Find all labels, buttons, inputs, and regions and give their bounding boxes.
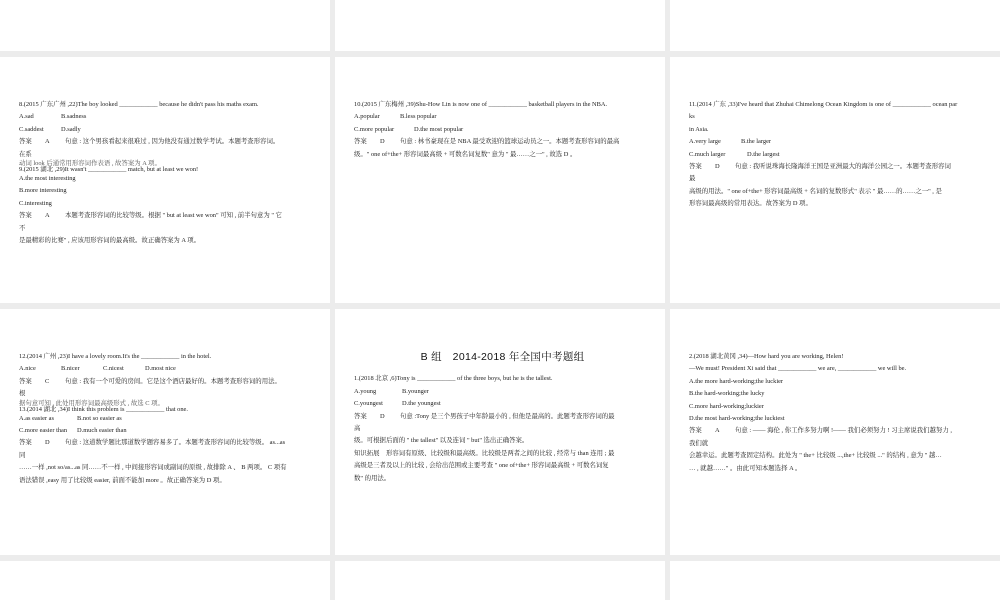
option: B.younger (402, 387, 429, 395)
slide-top-left (0, 0, 330, 51)
answer-key: D (715, 163, 720, 171)
slide-bottom-right (670, 561, 1000, 600)
question-text: 9.(2015 湖北 ,29)It wasn't ____________ match, but at least we won! (19, 166, 199, 174)
answer-key: D (380, 412, 385, 420)
option: A.nice (19, 365, 36, 373)
explanation-continued: 是最精彩的比赛" , 应该用形容词的最高级。故正确答案为 A 项。 (19, 237, 201, 245)
slide-question-12-13 (0, 309, 330, 555)
question-text: 11.(2014 广东 ,33)I've heard that Zhuhai Chimelong Ocean Kingdom is one of ____________ ocean par (689, 101, 958, 108)
option: C.nicest (103, 365, 124, 373)
question-text: 2.(2018 湖北黄冈 ,34)—How hard you are working, Helen! (689, 353, 844, 360)
option: D.the most popular (414, 125, 464, 133)
explanation-continued: 不 (19, 224, 26, 232)
answer-explanation: 句意 : 林书豪现在是 NBA 最受欢迎的篮球运动员之一。本题考查形容词的最高 (400, 138, 620, 146)
answer-label: 答案 (354, 138, 367, 146)
question-text: 10.(2015 广东梅州 ,39)Shu-How Lin is now one of ____________ basketball players in the NBA. (354, 101, 608, 108)
question-text: —We must! President Xi said that ____________ we are, ____________ we will be. (689, 365, 907, 373)
option: B.more interesting (19, 187, 67, 195)
slide-question-10 (335, 57, 665, 303)
option: B.the hard-working;the lucky (689, 390, 765, 398)
answer-label: 答案 (354, 412, 367, 420)
explanation-continued: 语法错误 ,easy 用了比较级 easier, 前面不能加 more 。故正确答案为 D 项。 (19, 476, 226, 484)
answer-label: 答案 (689, 427, 702, 435)
options-row (19, 425, 316, 437)
answer-row (354, 411, 651, 423)
explanation-continued: 动词 look 后通常用形容词作表语 , 故答案为 A 项。 (19, 160, 161, 168)
explanation-continued: 高级的用法。" one of+the+ 形容词最高级 + 名词的复数形式" 表示 " 最……的……之一" , 是 (689, 187, 942, 195)
option: D.the youngest (402, 400, 441, 408)
slide-content (19, 99, 316, 247)
option: D.much easier than (77, 427, 127, 435)
options-row (19, 363, 316, 375)
answer-explanation: 句意 : 这道数学题比那道数学题容易多了。本题考查形容词的比较等级。 as...as (65, 439, 286, 447)
slide-top-center (335, 0, 665, 51)
option: C.youngest (354, 400, 383, 408)
options-row (19, 124, 316, 136)
slide-content (354, 99, 651, 161)
options-row (19, 111, 316, 123)
answer-explanation: 句意 : 我有一个可爱的房间。它是这个酒店最好的。本题考查形容词的用法。 (65, 377, 281, 385)
answer-label: 答案 (19, 212, 32, 220)
answer-key: D (45, 439, 50, 447)
slide-group-b-question-2 (670, 309, 1000, 555)
answer-row (689, 425, 986, 437)
answer-row (19, 136, 316, 148)
question-text-continued: in Asia. (689, 125, 709, 133)
answer-row (19, 376, 316, 388)
slide-bottom-center (335, 561, 665, 600)
knowledge-extension: 知识拓展 形容词有原级、比较级和最高级。比较级是两者之间的比较 , 经常与 than 连用 ; 最 (354, 449, 615, 457)
explanation-continued: 最 (689, 175, 696, 183)
option: D.most nice (145, 365, 176, 373)
slide-bottom-left (0, 561, 330, 600)
option: A.the most interesting (19, 175, 76, 183)
answer-explanation: 句意 : 这个男孩看起来很难过 , 因为他没有通过数学考试。本题考查形容词。 (65, 138, 280, 146)
answer-label: 答案 (19, 439, 32, 447)
option: C.much larger (689, 150, 726, 158)
answer-key: D (380, 138, 385, 146)
explanation-continued: 根 (19, 390, 26, 398)
question-text: 13.(2014 湖北 ,34)I think this problem is ____________ that one. (19, 405, 188, 413)
option: C.saddest (19, 125, 44, 133)
option: D.sadly (61, 125, 81, 133)
option: A.popular (354, 113, 380, 121)
question-text: 8.(2015 广东广州 ,22)The boy looked ____________ because he didn't pass his maths exam. (19, 101, 259, 108)
slide-content (689, 99, 986, 211)
options-row (354, 124, 651, 136)
option: D.the largest (747, 150, 780, 158)
option: C.more popular (354, 125, 395, 133)
explanation-continued: … , 就越……" 。由此可知本题选择 A 。 (689, 464, 802, 472)
option: B.sadness (61, 113, 87, 121)
answer-row (19, 210, 316, 222)
option: B.the larger (741, 138, 772, 146)
answer-key: C (45, 377, 50, 385)
option: D.the most hard-working;the luckiest (689, 415, 785, 423)
explanation-continued: 数" 的用法。 (354, 474, 391, 482)
question-text: 12.(2014 广州 ,23)I have a lovely room.It's the ____________ in the hotel. (19, 353, 212, 360)
slide-group-b-question-1 (335, 309, 665, 555)
answer-explanation: 句意 : —— 海伦 , 你工作多努力啊 !—— 我们必须努力 ! 习主席说我们越努力 , (735, 427, 952, 435)
options-row (354, 111, 651, 123)
slide-content (689, 351, 986, 475)
option: A.sad (19, 113, 34, 121)
explanation-continued: 会越幸运。此题考查固定结构。此处为 " the+ 比较级 ...,the+ 比较级 ..." 的结构 , 意为 " 越… (689, 452, 942, 460)
answer-row (354, 136, 651, 148)
option: B.nicer (61, 365, 80, 373)
explanation-continued: 形容词最高级的常用表达。故答案为 D 项。 (689, 200, 812, 208)
answer-explanation: 本题考查形容词的比较等级。根据 " but at least we won" 可知 , 前半句意为 " 它 (65, 212, 282, 220)
answer-explanation: 句意 : 我听说珠海长隆海洋王国是亚洲最大的海洋公园之一。本题考查形容词 (735, 163, 951, 171)
explanation-continued: 高 (354, 425, 361, 433)
explanation-continued: 据句意可知 , 此处用形容词最高级形式 , 故选 C 项。 (19, 399, 164, 407)
section-heading: B 组 2014-2018 年全国中考题组 (420, 351, 585, 363)
answer-row (19, 437, 316, 449)
slide-content (354, 351, 651, 485)
option: A.as easier as (19, 414, 54, 422)
explanation-continued: 高级是三者及以上的比较 , 会给出范围或主要考查 " one of+the+ 形容词最高级 + 可数名词复 (354, 462, 609, 470)
overlapping-text (19, 401, 316, 413)
explanation-continued: 同 (19, 451, 26, 459)
answer-key: A (715, 427, 720, 435)
option: B.less popular (400, 113, 437, 121)
slide-question-8-9 (0, 57, 330, 303)
answer-explanation: 句意 :Tony 是三个男孩子中年龄最小的 , 但他是最高的。此题考查形容词的最 (400, 412, 615, 420)
options-row (689, 149, 986, 161)
explanation-continued: 级。" one of+the+ 形容词最高级 + 可数名词复数" 意为 " 最……之一" , 故选 D 。 (354, 150, 577, 158)
option: A.very large (689, 138, 721, 146)
answer-label: 答案 (19, 377, 32, 385)
question-text: 1.(2018 北京 ,6)Tony is ____________ of the three boys, but he is the tallest. (354, 375, 553, 383)
slide-content (19, 351, 316, 487)
slide-question-11 (670, 57, 1000, 303)
answer-key: A (45, 138, 50, 146)
answer-row (689, 161, 986, 173)
slide-top-right (670, 0, 1000, 51)
options-row (689, 136, 986, 148)
option: C.interesting (19, 199, 52, 207)
explanation-continued: 在系 (19, 150, 32, 158)
option: B.not so easier as (77, 414, 122, 422)
answer-label: 答案 (689, 163, 702, 171)
explanation-continued: 我们就 (689, 439, 709, 447)
overlapping-text (19, 161, 316, 173)
explanation-continued: ……一样 ,not so/as...as 同……不一样 , 中间接形容词或副词的原级 , 故排除 A 、 B 两项。 C 项有 (19, 464, 287, 472)
explanation-continued: 级。可根据后面的 " the tallest" 以及连词 " but" 选出正确答案。 (354, 437, 529, 445)
option: C.more easier than (19, 427, 68, 435)
question-text-continued: ks (689, 113, 695, 121)
option: C.more hard-working;luckier (689, 402, 764, 410)
answer-key: A (45, 212, 50, 220)
options-row (354, 398, 651, 410)
options-row (354, 386, 651, 398)
option: A.young (354, 387, 377, 395)
answer-label: 答案 (19, 138, 32, 146)
option: A.the more hard-working;the luckier (689, 377, 784, 385)
